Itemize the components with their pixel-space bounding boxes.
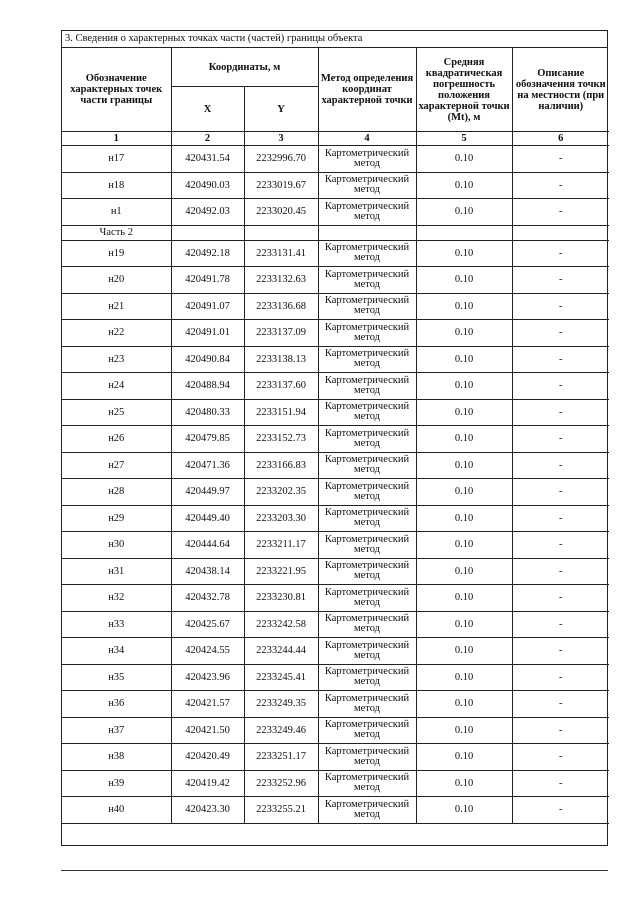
description-cell: - [512,505,609,532]
error-cell: 0.10 [416,664,512,691]
y-cell: 2233202.35 [244,479,318,506]
table-row [62,717,609,744]
column-number: 5 [416,132,512,146]
x-cell: 420491.07 [171,293,244,320]
table-row [62,691,609,718]
y-cell: 2233152.73 [244,426,318,453]
description-cell: - [512,717,609,744]
error-cell: 0.10 [416,146,512,173]
y-cell: 2233137.60 [244,373,318,400]
description-cell: - [512,399,609,426]
method-cell: Картометрический метод [318,744,416,771]
method-cell: Картометрический метод [318,199,416,226]
error-cell: 0.10 [416,373,512,400]
table-row [62,744,609,771]
point-id-cell: н39 [62,770,171,797]
x-cell: 420432.78 [171,585,244,612]
x-cell: 420421.50 [171,717,244,744]
x-cell: 420491.78 [171,267,244,294]
error-cell: 0.10 [416,611,512,638]
x-cell: 420488.94 [171,373,244,400]
table-row [62,479,609,506]
error-cell: 0.10 [416,172,512,199]
description-cell: - [512,172,609,199]
description-cell: - [512,199,609,226]
error-cell: 0.10 [416,585,512,612]
point-id-cell: н26 [62,426,171,453]
description-cell: - [512,532,609,559]
error-cell: 0.10 [416,267,512,294]
y-cell: 2233255.21 [244,797,318,824]
y-cell: 2233244.44 [244,638,318,665]
description-cell: - [512,585,609,612]
error-cell: 0.10 [416,505,512,532]
error-cell: 0.10 [416,399,512,426]
x-cell: 420490.03 [171,172,244,199]
error-cell: 0.10 [416,691,512,718]
method-cell: Картометрический метод [318,399,416,426]
x-cell: 420424.55 [171,638,244,665]
y-cell: 2233020.45 [244,199,318,226]
table-row [62,638,609,665]
boundary-points-sheet [61,30,608,846]
point-id-cell: н38 [62,744,171,771]
part-2-header [62,225,609,240]
table-row [62,452,609,479]
y-cell: 2233221.95 [244,558,318,585]
method-cell: Картометрический метод [318,426,416,453]
table-row [62,797,609,824]
method-cell: Картометрический метод [318,611,416,638]
point-id-cell: н23 [62,346,171,373]
column-number: 6 [512,132,609,146]
table-row [62,293,609,320]
error-cell: 0.10 [416,638,512,665]
header-description: Описание обозначения точки на местности (при наличии) [512,48,609,132]
y-cell: 2233131.41 [244,240,318,267]
y-cell: 2233019.67 [244,172,318,199]
y-cell: 2233211.17 [244,532,318,559]
description-cell: - [512,346,609,373]
error-cell: 0.10 [416,744,512,771]
x-cell: 420421.57 [171,691,244,718]
y-cell: 2233203.30 [244,505,318,532]
description-cell: - [512,611,609,638]
x-cell: 420492.03 [171,199,244,226]
y-cell: 2233136.68 [244,293,318,320]
table-row [62,770,609,797]
method-cell: Картометрический метод [318,797,416,824]
description-cell: - [512,664,609,691]
description-cell: - [512,373,609,400]
x-cell: 420423.30 [171,797,244,824]
y-cell: 2233252.96 [244,770,318,797]
point-id-cell: н36 [62,691,171,718]
x-cell: 420431.54 [171,146,244,173]
table-row [62,320,609,347]
y-cell: 2233245.41 [244,664,318,691]
table-row [62,399,609,426]
y-cell: 2233251.17 [244,744,318,771]
part-label: Часть 2 [62,225,171,240]
table-row [62,373,609,400]
error-cell: 0.10 [416,558,512,585]
y-cell: 2233249.46 [244,717,318,744]
footer-rule [61,870,608,871]
x-cell: 420420.49 [171,744,244,771]
point-id-cell: н28 [62,479,171,506]
column-number: 2 [171,132,244,146]
point-id-cell: н35 [62,664,171,691]
y-cell: 2233230.81 [244,585,318,612]
x-cell: 420492.18 [171,240,244,267]
error-cell: 0.10 [416,426,512,453]
point-id-cell: н22 [62,320,171,347]
method-cell: Картометрический метод [318,240,416,267]
column-number: 3 [244,132,318,146]
table-row [62,199,609,226]
error-cell: 0.10 [416,293,512,320]
point-id-cell: н18 [62,172,171,199]
method-cell: Картометрический метод [318,320,416,347]
x-cell: 420491.01 [171,320,244,347]
point-id-cell: н34 [62,638,171,665]
point-id-cell: н30 [62,532,171,559]
point-id-cell: н33 [62,611,171,638]
x-cell: 420425.67 [171,611,244,638]
method-cell: Картометрический метод [318,452,416,479]
table-row [62,426,609,453]
description-cell: - [512,744,609,771]
point-id-cell: н27 [62,452,171,479]
part-1-rows [62,146,609,226]
error-cell: 0.10 [416,479,512,506]
method-cell: Картометрический метод [318,293,416,320]
method-cell: Картометрический метод [318,664,416,691]
method-cell: Картометрический метод [318,770,416,797]
table-row [62,585,609,612]
x-cell: 420480.33 [171,399,244,426]
y-cell: 2233132.63 [244,267,318,294]
x-cell: 420449.97 [171,479,244,506]
error-cell: 0.10 [416,797,512,824]
header-method: Метод определения координат характерной точки [318,48,416,132]
method-cell: Картометрический метод [318,172,416,199]
point-id-cell: н21 [62,293,171,320]
point-id-cell: н29 [62,505,171,532]
x-cell: 420471.36 [171,452,244,479]
table-row [62,240,609,267]
description-cell: - [512,452,609,479]
table-row [62,505,609,532]
x-cell: 420449.40 [171,505,244,532]
point-id-cell: н1 [62,199,171,226]
error-cell: 0.10 [416,199,512,226]
table-row [62,664,609,691]
description-cell: - [512,320,609,347]
y-cell: 2233138.13 [244,346,318,373]
point-id-cell: н20 [62,267,171,294]
description-cell: - [512,558,609,585]
header-error: Средняя квадратическая погрешность положения характерной точки (Mt), м [416,48,512,132]
error-cell: 0.10 [416,770,512,797]
method-cell: Картометрический метод [318,373,416,400]
column-number: 1 [62,132,171,146]
method-cell: Картометрический метод [318,558,416,585]
point-id-cell: н25 [62,399,171,426]
description-cell: - [512,691,609,718]
part-label-row [62,225,609,240]
table-row [62,346,609,373]
header-designation: Обозначение характерных точек части границы [62,48,171,132]
method-cell: Картометрический метод [318,638,416,665]
description-cell: - [512,479,609,506]
point-id-cell: н37 [62,717,171,744]
description-cell: - [512,426,609,453]
table-row [62,558,609,585]
table-row [62,172,609,199]
y-cell: 2232996.70 [244,146,318,173]
table-row [62,532,609,559]
x-cell: 420444.64 [171,532,244,559]
column-number: 4 [318,132,416,146]
description-cell: - [512,267,609,294]
y-cell: 2233242.58 [244,611,318,638]
method-cell: Картометрический метод [318,479,416,506]
method-cell: Картометрический метод [318,267,416,294]
point-id-cell: н17 [62,146,171,173]
method-cell: Картометрический метод [318,505,416,532]
error-cell: 0.10 [416,240,512,267]
method-cell: Картометрический метод [318,691,416,718]
x-cell: 420479.85 [171,426,244,453]
error-cell: 0.10 [416,320,512,347]
header-coordinates: Координаты, м [171,48,318,87]
x-cell: 420438.14 [171,558,244,585]
part-2-rows [62,240,609,823]
error-cell: 0.10 [416,532,512,559]
method-cell: Картометрический метод [318,146,416,173]
description-cell: - [512,797,609,824]
y-cell: 2233151.94 [244,399,318,426]
description-cell: - [512,770,609,797]
method-cell: Картометрический метод [318,585,416,612]
error-cell: 0.10 [416,452,512,479]
table-row [62,267,609,294]
table-row [62,146,609,173]
point-id-cell: н31 [62,558,171,585]
description-cell: - [512,240,609,267]
table-row [62,611,609,638]
point-id-cell: н19 [62,240,171,267]
error-cell: 0.10 [416,346,512,373]
point-id-cell: н32 [62,585,171,612]
description-cell: - [512,638,609,665]
description-cell: - [512,293,609,320]
y-cell: 2233249.35 [244,691,318,718]
x-cell: 420419.42 [171,770,244,797]
y-cell: 2233166.83 [244,452,318,479]
error-cell: 0.10 [416,717,512,744]
method-cell: Картометрический метод [318,532,416,559]
header-x: X [171,87,244,132]
point-id-cell: н40 [62,797,171,824]
method-cell: Картометрический метод [318,346,416,373]
x-cell: 420423.96 [171,664,244,691]
y-cell: 2233137.09 [244,320,318,347]
boundary-points-table [62,48,609,824]
point-id-cell: н24 [62,373,171,400]
x-cell: 420490.84 [171,346,244,373]
description-cell: - [512,146,609,173]
method-cell: Картометрический метод [318,717,416,744]
section-title: 3. Сведения о характерных точках части (частей) границы объекта [62,31,607,48]
header-y: Y [244,87,318,132]
